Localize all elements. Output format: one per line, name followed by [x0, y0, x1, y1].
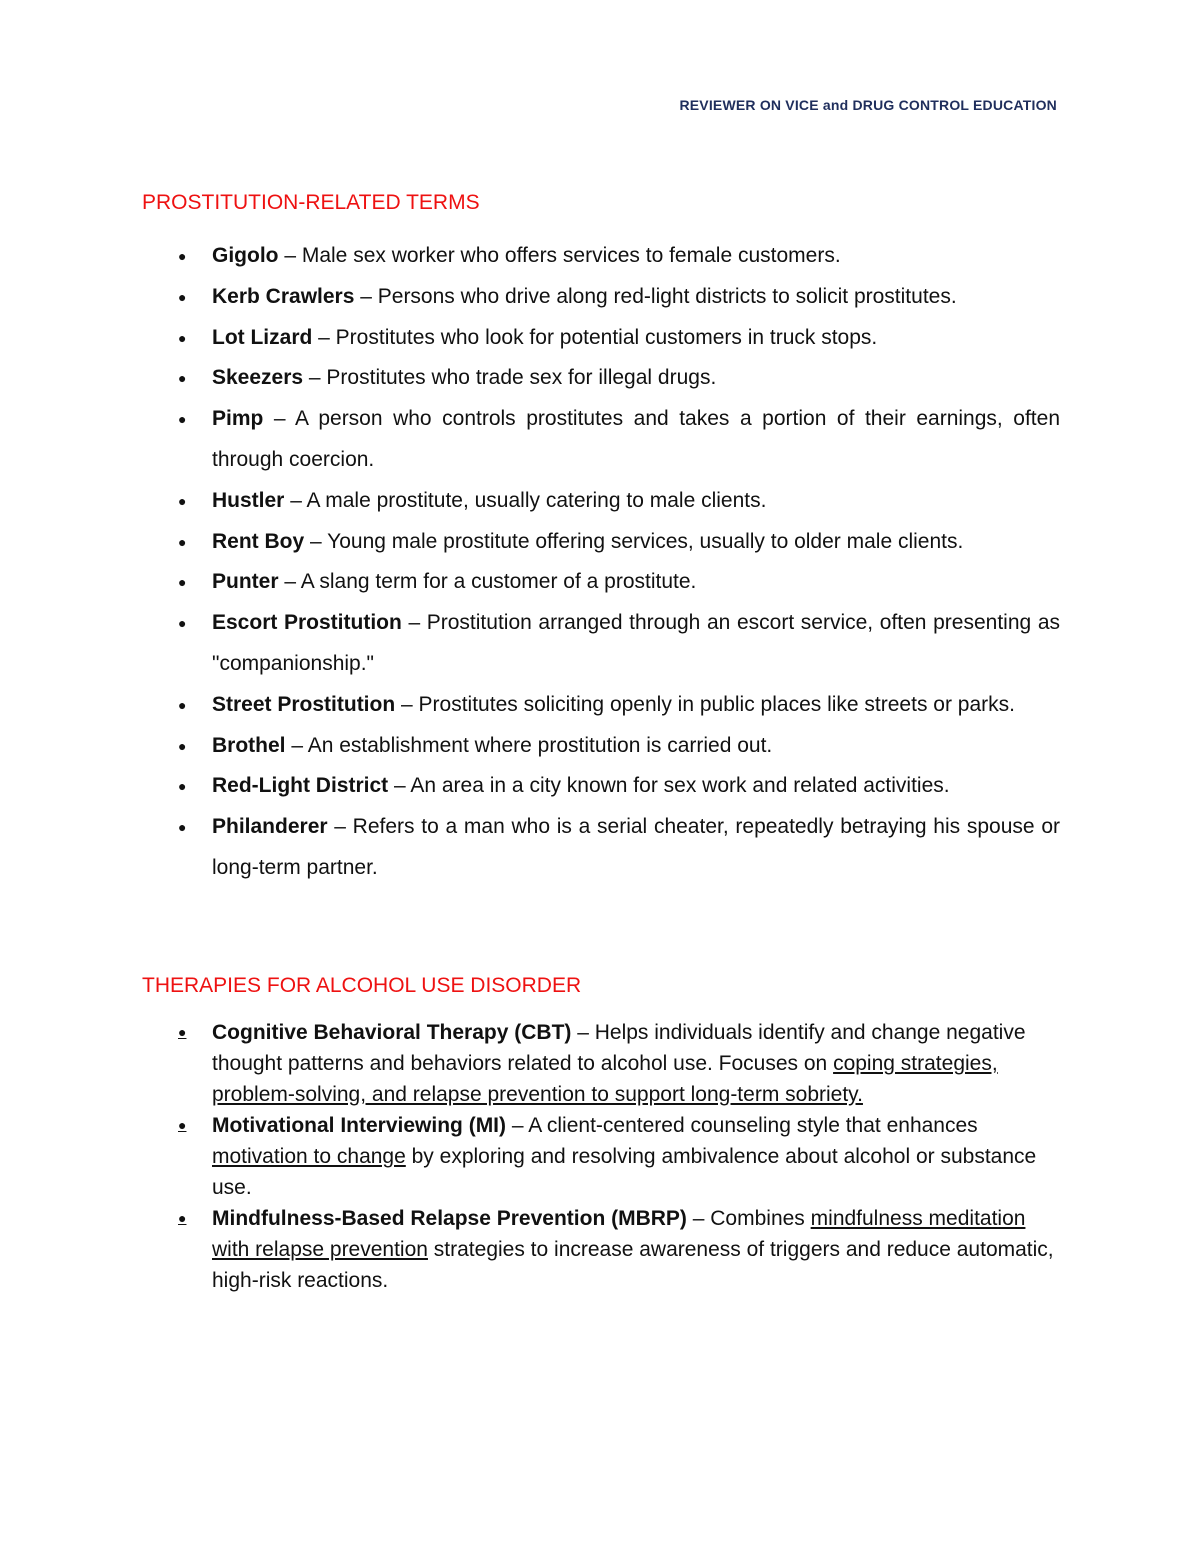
- list-item: [142, 236, 1060, 277]
- therapy-description: – A client-centered counseling style that enhances: [506, 1114, 978, 1137]
- bullet-icon: ●: [178, 696, 187, 713]
- term-description: – An area in a city known for sex work and related activities.: [388, 774, 950, 798]
- list-item: [142, 726, 1060, 767]
- bullet-icon: ●: [178, 615, 187, 632]
- term-name: Red-Light District: [212, 774, 389, 798]
- list-item: [142, 807, 1060, 889]
- term-description: – Prostitution arranged through an escort service, often presenting as "companionship.": [212, 611, 1060, 675]
- section-prostitution-terms: [142, 190, 1060, 889]
- list-item: [142, 522, 1060, 563]
- bullet-icon: ●: [178, 329, 187, 346]
- list-item: [142, 318, 1060, 359]
- terms-list: [142, 236, 1060, 889]
- term-name: Rent Boy: [212, 529, 305, 553]
- section-title: THERAPIES FOR ALCOHOL USE DISORDER: [142, 974, 582, 997]
- term-name: Skeezers: [212, 366, 304, 390]
- therapy-description: – Combines: [686, 1207, 811, 1230]
- list-item: [142, 685, 1060, 726]
- list-item: [142, 603, 1060, 685]
- bullet-icon: ●: [178, 533, 187, 550]
- term-description: – Persons who drive along red-light districts to solicit prostitutes.: [354, 284, 957, 308]
- bullet-icon: ●: [178, 819, 187, 836]
- list-item: [142, 766, 1060, 807]
- therapy-underlined-text: coping strategies, problem-solving, and relapse prevention to support long-term sobriety.: [212, 1052, 998, 1106]
- term-description: – Prostitutes who look for potential customers in truck stops.: [312, 325, 878, 349]
- bullet-icon: ●: [178, 288, 187, 305]
- term-description: – A slang term for a customer of a prostitute.: [278, 570, 697, 594]
- page-header: REVIEWER ON VICE and DRUG CONTROL EDUCATION: [679, 97, 1057, 113]
- term-name: Street Prostitution: [212, 692, 396, 716]
- list-item: [142, 562, 1060, 603]
- term-description: – Prostitutes soliciting openly in public places like streets or parks.: [395, 692, 1015, 716]
- term-description: – Refers to a man who is a serial cheater, repeatedly betraying his spouse or long-term partner.: [212, 815, 1060, 879]
- bullet-icon: ●: [178, 248, 187, 264]
- bullet-icon: ●: [178, 492, 187, 509]
- term-name: Philanderer: [212, 815, 328, 839]
- term-name: Punter: [212, 570, 279, 594]
- term-name: Kerb Crawlers: [212, 284, 355, 308]
- term-description: – An establishment where prostitution is carried out.: [285, 733, 773, 757]
- term-name: Escort Prostitution: [212, 611, 402, 635]
- list-item: [142, 277, 1060, 318]
- term-description: – Prostitutes who trade sex for illegal drugs.: [303, 366, 717, 390]
- bullet-icon: ●: [178, 778, 187, 795]
- therapy-underlined-text: mindfulness meditation with relapse prevention: [212, 1207, 1026, 1261]
- bullet-icon: ●: [178, 1210, 187, 1226]
- term-description: – Male sex worker who offers services to female customers.: [278, 244, 841, 267]
- list-item: [142, 1203, 1060, 1296]
- term-name: Pimp: [212, 407, 264, 431]
- bullet-icon: ●: [178, 370, 187, 387]
- list-item: [142, 399, 1060, 481]
- therapy-description-end: by exploring and resolving ambivalence about alcohol or substance use.: [212, 1145, 1037, 1199]
- list-item: [142, 358, 1060, 399]
- bullet-icon: ●: [178, 411, 187, 428]
- therapy-name: Mindfulness-Based Relapse Prevention (MBRP): [212, 1207, 687, 1230]
- section-title: PROSTITUTION-RELATED TERMS: [142, 191, 480, 214]
- therapy-name: Motivational Interviewing (MI): [212, 1114, 507, 1137]
- term-description: – A male prostitute, usually catering to male clients.: [284, 488, 767, 512]
- term-name: Lot Lizard: [212, 325, 313, 349]
- therapies-list: [142, 1017, 1060, 1296]
- term-description: – Young male prostitute offering services, usually to older male clients.: [304, 529, 964, 553]
- term-name: Hustler: [212, 488, 285, 512]
- list-item: [142, 1017, 1060, 1110]
- therapy-underlined-text: motivation to change: [212, 1145, 406, 1168]
- bullet-icon: ●: [178, 574, 187, 591]
- list-item: [142, 1110, 1060, 1203]
- term-name: Brothel: [212, 733, 286, 757]
- therapy-description: – Helps individuals identify and change negative thought patterns and behaviors related to alcohol use. Focuses on: [212, 1021, 1026, 1075]
- therapy-name: Cognitive Behavioral Therapy (CBT): [212, 1021, 572, 1044]
- bullet-icon: ●: [178, 737, 187, 754]
- term-name: Gigolo: [212, 244, 279, 267]
- section-alcohol-therapies: [142, 973, 1060, 1296]
- list-item: [142, 481, 1060, 522]
- therapy-description-end: strategies to increase awareness of triggers and reduce automatic, high-risk reactions.: [212, 1238, 1054, 1292]
- bullet-icon: ●: [178, 1024, 187, 1040]
- term-description: – A person who controls prostitutes and takes a portion of their earnings, often through coercion.: [212, 407, 1060, 471]
- bullet-icon: ●: [178, 1117, 187, 1133]
